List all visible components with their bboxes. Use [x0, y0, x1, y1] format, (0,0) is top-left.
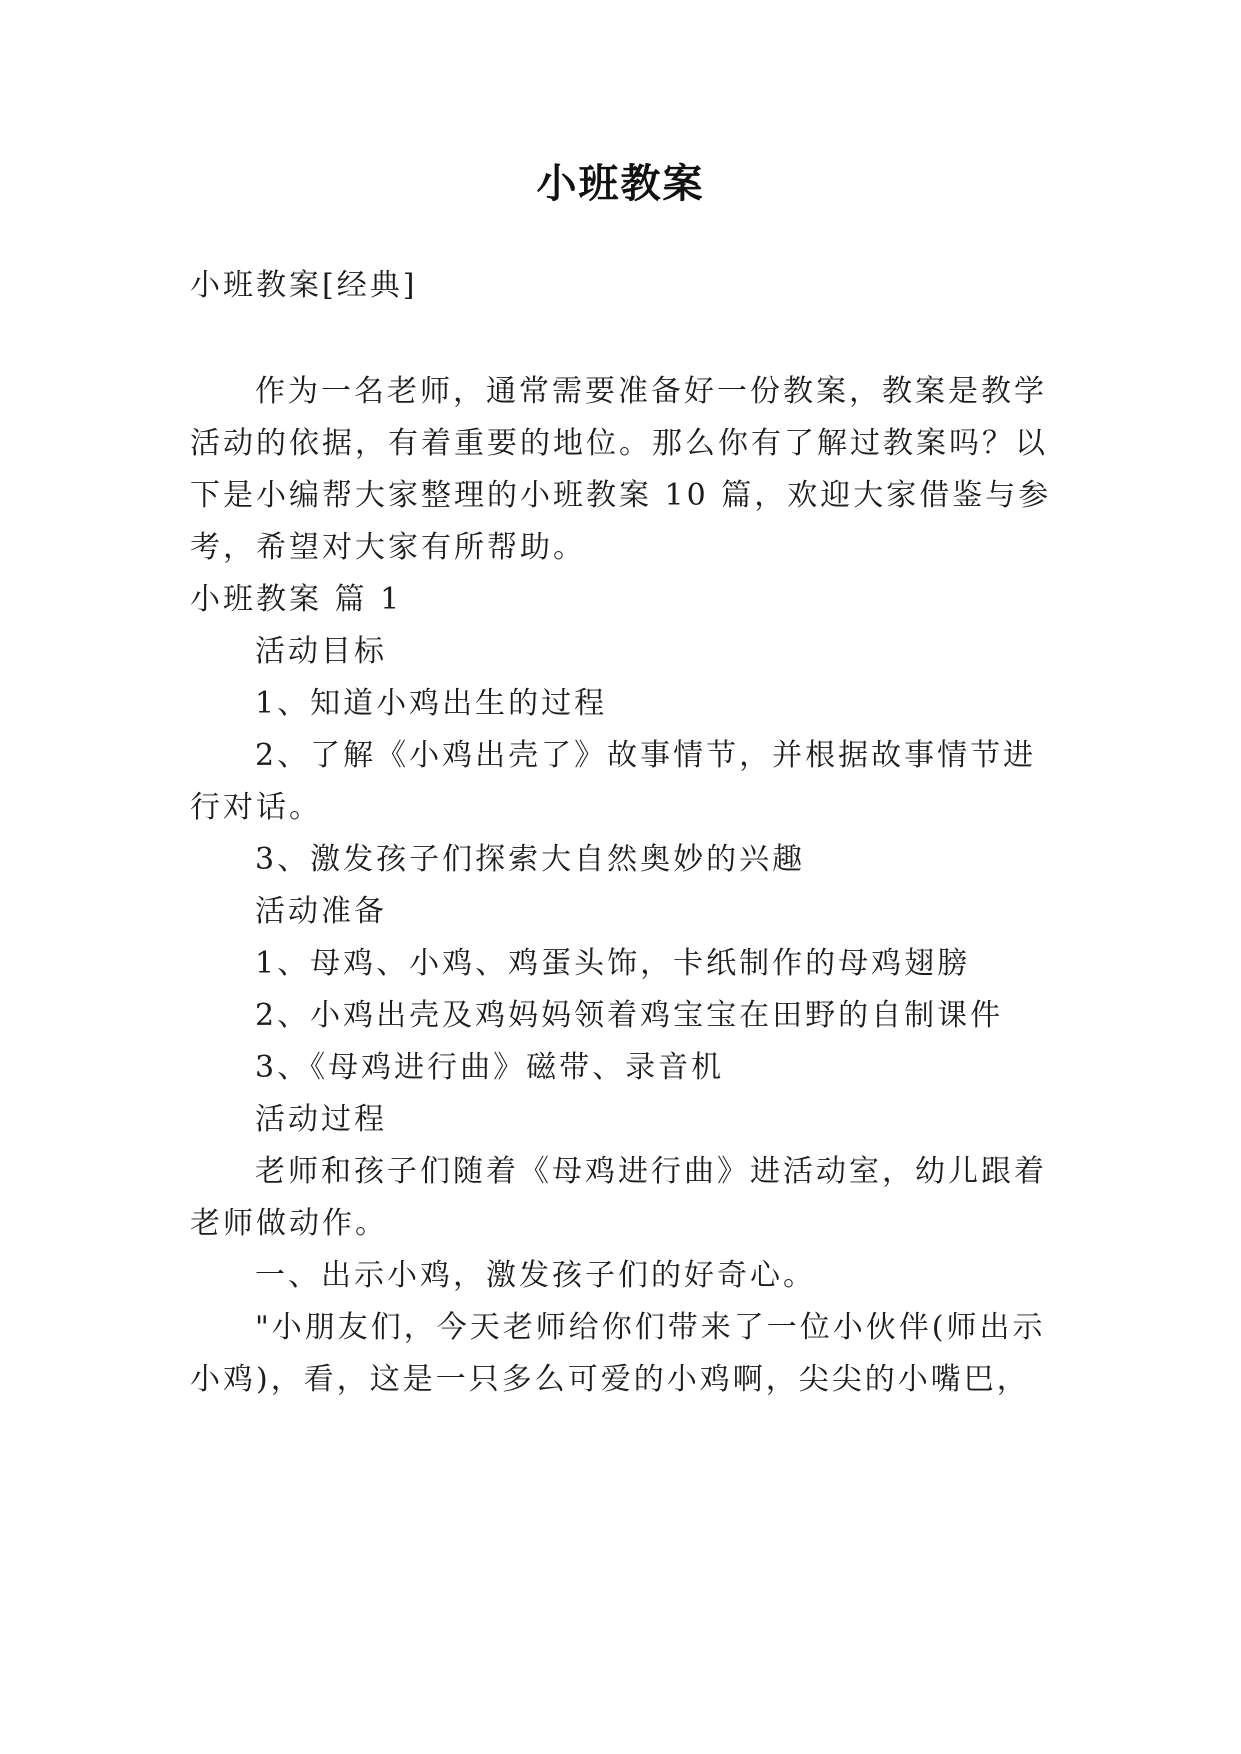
- list-item: 1、知道小鸡出生的过程: [255, 686, 608, 721]
- paragraph-line: 一、出示小鸡，激发孩子们的好奇心。: [255, 1258, 816, 1293]
- paragraph-line: 老师做动作。: [190, 1206, 388, 1241]
- list-item: 2、小鸡出壳及鸡妈妈领着鸡宝宝在田野的自制课件: [255, 998, 1004, 1033]
- document-title: 小班教案: [536, 161, 705, 207]
- section-heading: 小班教案 篇 1: [190, 582, 403, 617]
- paragraph-line: 活动的依据，有着重要的地位。那么你有了解过教案吗？以: [190, 426, 1048, 461]
- document-subtitle: 小班教案[经典]: [190, 268, 418, 303]
- list-item: 3、激发孩子们探索大自然奥妙的兴趣: [255, 842, 806, 877]
- paragraph-line: 行对话。: [190, 790, 322, 825]
- paragraph-line: 小鸡)，看，这是一只多么可爱的小鸡啊，尖尖的小嘴巴，: [190, 1362, 1030, 1397]
- list-item: 3、《母鸡进行曲》磁带、录音机: [255, 1050, 725, 1085]
- paragraph-line: 下是小编帮大家整理的小班教案 10 篇，欢迎大家借鉴与参: [190, 478, 1052, 513]
- subsection-heading: 活动过程: [255, 1102, 387, 1137]
- subsection-heading: 活动目标: [255, 634, 387, 669]
- list-item: 2、了解《小鸡出壳了》故事情节，并根据故事情节进: [255, 738, 1037, 773]
- subsection-heading: 活动准备: [255, 894, 387, 929]
- list-item: 1、母鸡、小鸡、鸡蛋头饰，卡纸制作的母鸡翅膀: [255, 946, 971, 981]
- paragraph-line: 老师和孩子们随着《母鸡进行曲》进活动室，幼儿跟着: [255, 1154, 1047, 1189]
- paragraph-line: 作为一名老师，通常需要准备好一份教案，教案是教学: [255, 374, 1047, 409]
- paragraph-line: "小朋友们，今天老师给你们带来了一位小伙伴(师出示: [255, 1310, 1046, 1345]
- paragraph-line: 考，希望对大家有所帮助。: [190, 530, 586, 565]
